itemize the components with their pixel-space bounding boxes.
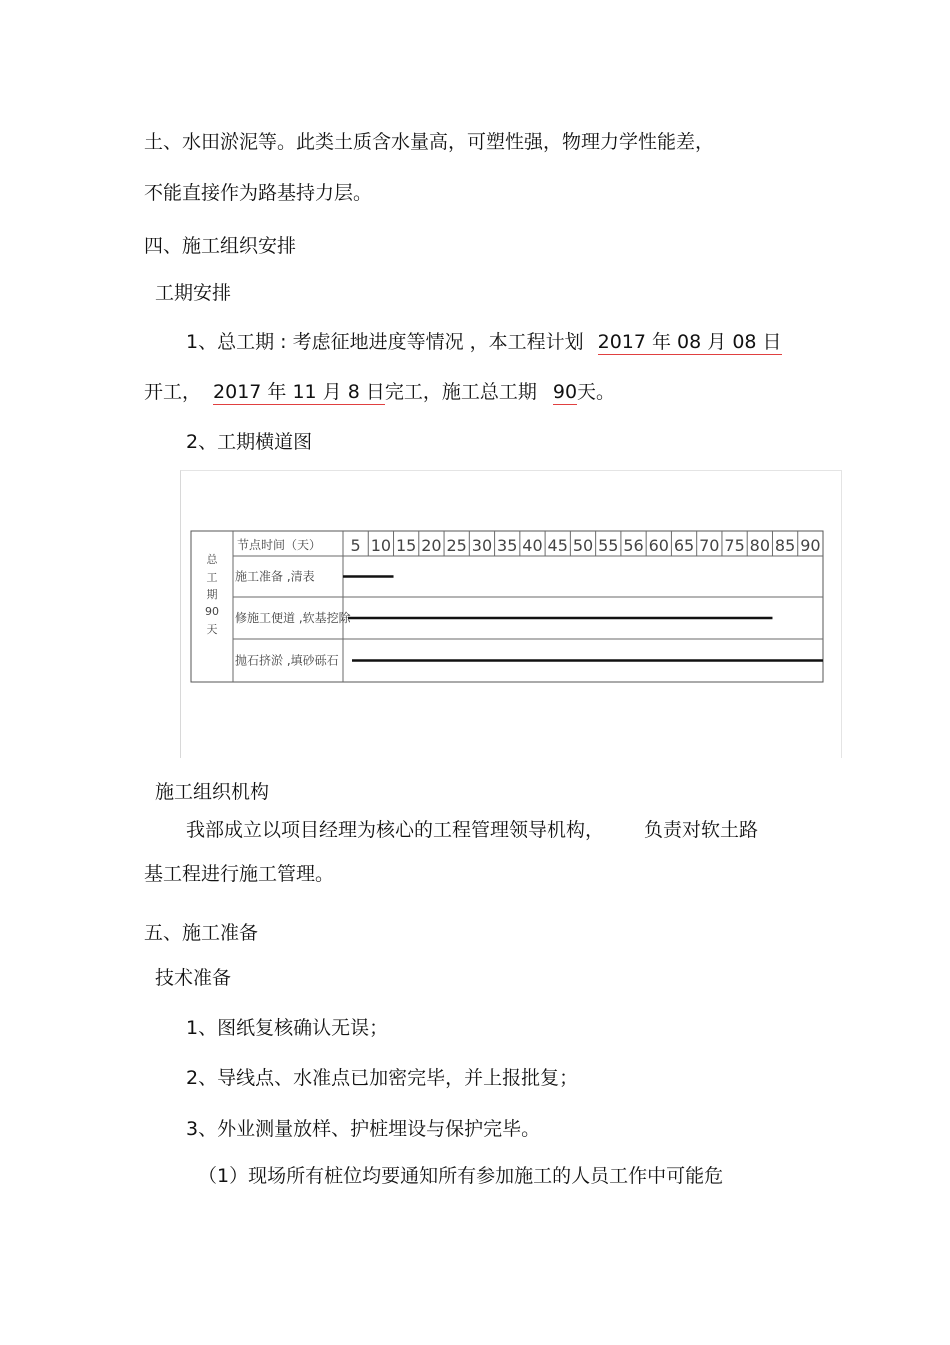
gantt-tick-label: 40 (522, 536, 543, 555)
gantt-tick-label: 60 (648, 536, 669, 555)
gantt-tick-label: 90 (800, 536, 821, 555)
organization-text: 负责对软土路 (644, 819, 759, 841)
gantt-tick-label: 30 (471, 536, 493, 555)
gantt-tick-label: 35 (497, 536, 518, 555)
total-days: 90 (552, 381, 578, 403)
gantt-side-label: 90 (205, 605, 219, 618)
paragraph-line-1: 土、水田淤泥等。此类土质含水量高，可塑性强，物理力学性能差， (144, 131, 715, 153)
tech-item-2: 2、导线点、水准点已加密完毕，并上报批复； (186, 1067, 579, 1089)
gantt-side-label: 天 (206, 623, 218, 636)
gantt-side-label: 总 (206, 553, 218, 566)
gantt-side-label: 工 (206, 571, 218, 584)
paragraph-line-2: 不能直接作为路基持力层。 (144, 182, 373, 204)
schedule-text: 1、总工期 : 考虑征地进度等情况 ，本工程计划 (186, 331, 584, 353)
gantt-tick-label: 65 (673, 536, 695, 555)
gantt-tick-label: 20 (421, 536, 442, 555)
gantt-tick-label: 25 (446, 536, 467, 555)
subheading-schedule: 工期安排 (155, 282, 232, 304)
schedule-text: 天。 (577, 381, 616, 403)
start-date: 2017 年 08 月 08 日 (597, 331, 782, 353)
schedule-text: 开工， (144, 381, 202, 403)
organization-text-2: 基工程进行施工管理。 (144, 863, 335, 885)
organization-text-1 (186, 818, 758, 842)
schedule-item-2: 2、工期横道图 (186, 431, 313, 453)
gantt-tick-label: 5 (350, 536, 361, 555)
end-date: 2017 年 11 月 8 日 (213, 381, 385, 403)
schedule-text: 完工，施工总工期 (384, 381, 537, 403)
gantt-tick-label: 70 (699, 536, 720, 555)
gantt-bars (343, 577, 823, 661)
gantt-task-label: 抛石挤淤 ,填砂砾石 (235, 653, 339, 668)
tech-item-1: 1、图纸复核确认无误； (186, 1017, 389, 1039)
gantt-tick-label: 45 (547, 536, 568, 555)
subheading-tech: 技术准备 (155, 967, 232, 989)
gantt-side-label: 期 (206, 588, 218, 601)
gantt-tick-label: 55 (598, 536, 619, 555)
gantt-tick-label: 50 (572, 536, 594, 555)
gantt-tick-label: 15 (395, 536, 417, 555)
gantt-header-label: 节点时间（天） (237, 538, 322, 552)
gantt-tick-label: 10 (370, 536, 392, 555)
section-heading-5: 五、施工准备 (144, 922, 259, 944)
section-heading-4: 四、施工组织安排 (144, 235, 297, 257)
gantt-tick-label: 85 (774, 536, 796, 555)
gantt-tick-label: 80 (749, 536, 771, 555)
subheading-organization: 施工组织机构 (155, 781, 270, 803)
gantt-tick-label: 75 (724, 536, 745, 555)
gantt-tick-label: 56 (623, 536, 644, 555)
gantt-task-label: 修施工便道 ,软基挖除 (235, 611, 351, 625)
gantt-task-label: 施工准备 ,清表 (235, 569, 315, 584)
tech-item-3: 3、外业测量放样、护桩埋设与保护完毕。 (186, 1118, 541, 1140)
organization-text: 我部成立以项目经理为核心的工程管理领导机构， (186, 819, 605, 841)
tech-item-3-sub-1: （1）现场所有桩位均要通知所有参加施工的人员工作中可能危 (198, 1165, 724, 1187)
